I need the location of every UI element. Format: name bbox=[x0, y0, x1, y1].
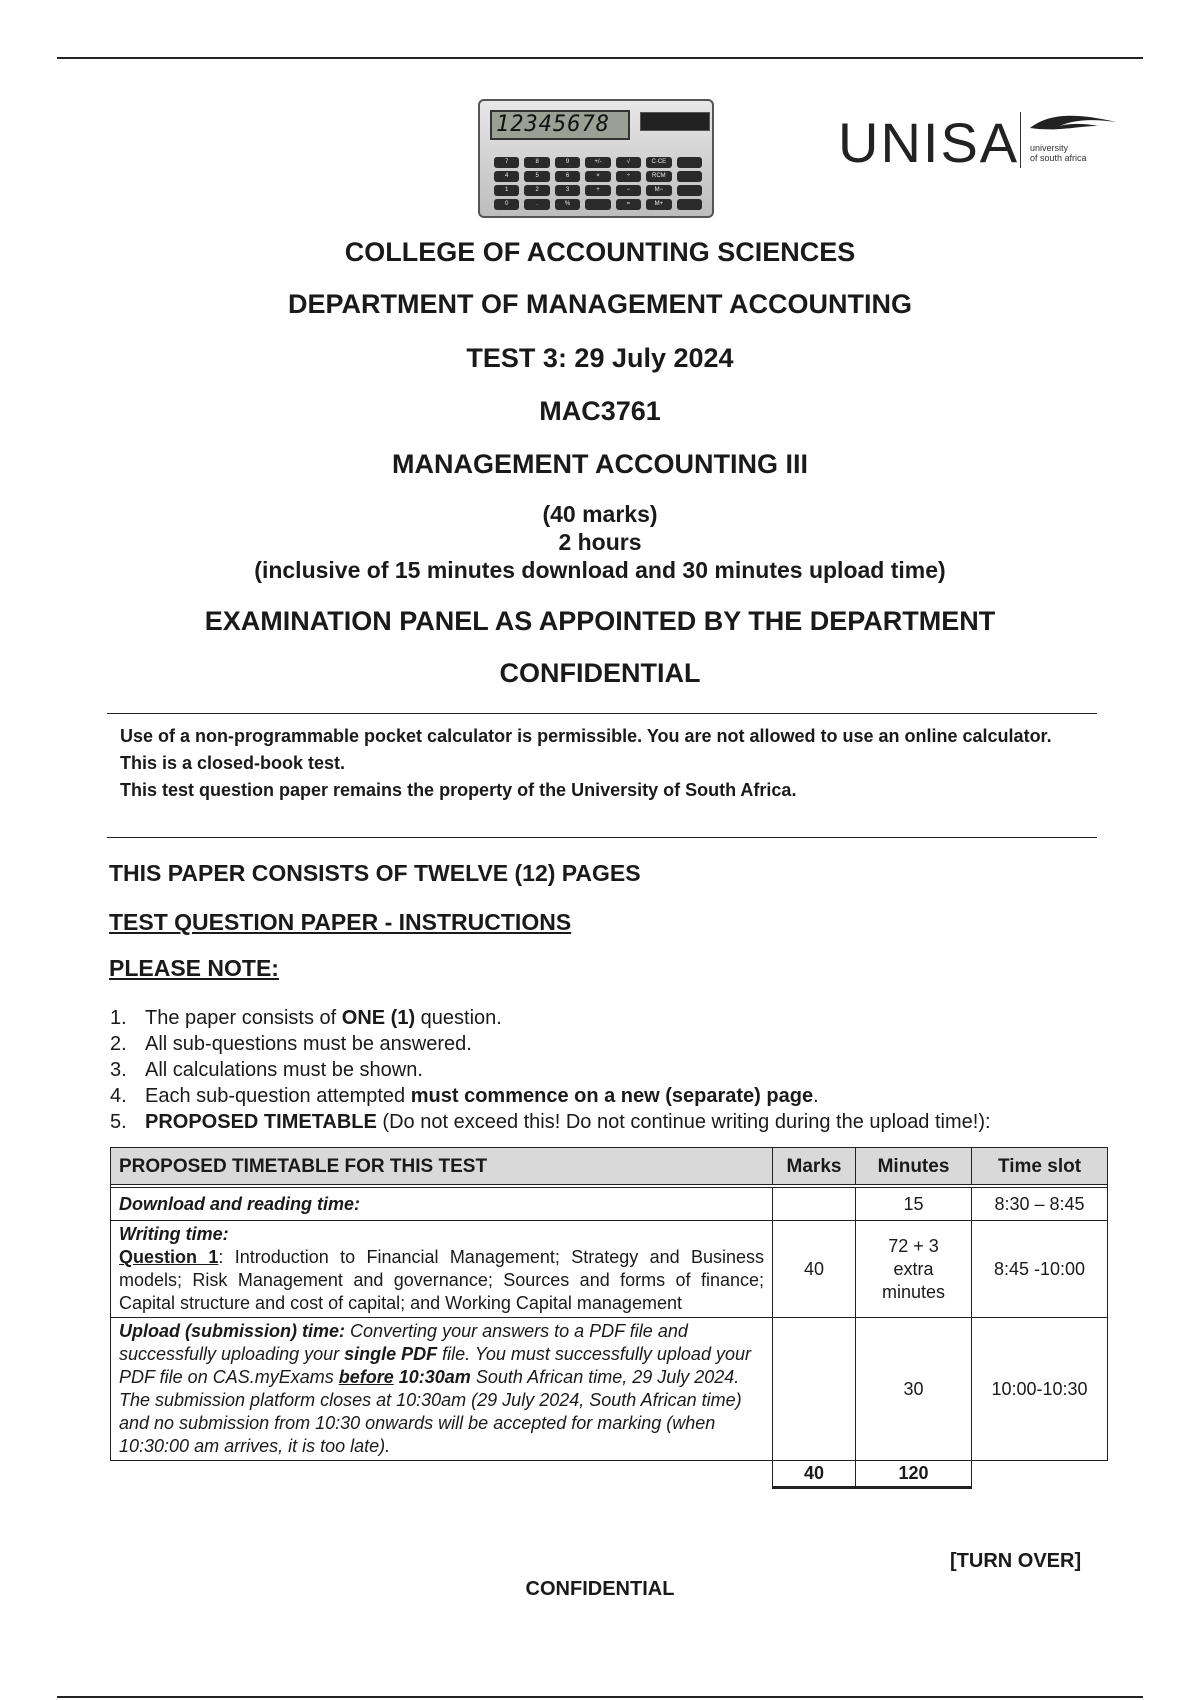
writing-minutes: 72 + 3 extra minutes bbox=[856, 1221, 972, 1318]
calculator-key: % bbox=[555, 199, 580, 210]
download-label: Download and reading time: bbox=[119, 1193, 361, 1214]
upload-row bbox=[111, 1318, 1108, 1461]
page-count: THIS PAPER CONSISTS OF TWELVE (12) PAGES bbox=[109, 860, 641, 886]
calculator-notice: Use of a non-programmable pocket calculator is permissible. You are not allowed to use an online calculator. bbox=[120, 726, 1052, 746]
top-rule bbox=[57, 57, 1143, 59]
calculator-key: ÷ bbox=[616, 171, 641, 182]
writing-description: : Introduction to Financial Management; Strategy and Business models; Risk Management and governance; Sources and forms of finance; Capital structure and cost of capital; and Working Capital management bbox=[119, 1247, 764, 1313]
bottom-rule bbox=[57, 1696, 1143, 1698]
department-title: DEPARTMENT OF MANAGEMENT ACCOUNTING bbox=[288, 289, 912, 319]
duration-note: (inclusive of 15 minutes download and 30 minutes upload time) bbox=[254, 557, 946, 583]
calculator-solar-panel bbox=[640, 112, 710, 131]
upload-slot: 10:00-10:30 bbox=[972, 1318, 1108, 1461]
turn-over: [TURN OVER] bbox=[950, 1550, 1082, 1572]
calculator-key: 6 bbox=[555, 171, 580, 182]
calculator-key: RCM bbox=[646, 171, 671, 182]
instruction-list bbox=[110, 1005, 991, 1135]
calculator-key: 3 bbox=[555, 185, 580, 196]
total-minutes-cell: 120 bbox=[856, 1461, 972, 1488]
calculator-key: − bbox=[616, 185, 641, 196]
college-title: COLLEGE OF ACCOUNTING SCIENCES bbox=[344, 237, 856, 267]
notice-top-rule bbox=[107, 713, 1097, 714]
confidential-footer: CONFIDENTIAL bbox=[525, 1578, 675, 1600]
notice-box bbox=[120, 724, 1090, 805]
calculator-key bbox=[677, 157, 702, 168]
calculator-key bbox=[677, 199, 702, 210]
upload-description: Upload (submission) time: Converting your answers to a PDF file and successfully uploading your single PDF file. You must successfully upload your PDF file on CAS.myExams before 10:30am South African time, 29 July 2024. The submission platform closes at 10:30am (29 July 2024, South African time) and no submission from 10:30 onwards will be accepted for marking (when 10:30:00 am arrives, it is too late). bbox=[111, 1318, 773, 1461]
calculator-key: 5 bbox=[524, 171, 549, 182]
calculator-key: 9 bbox=[555, 157, 580, 168]
calculator-key bbox=[677, 185, 702, 196]
calculator-key: 2 bbox=[524, 185, 549, 196]
download-minutes: 15 bbox=[856, 1188, 972, 1221]
test-title: TEST 3: 29 July 2024 bbox=[466, 343, 734, 373]
calculator-key: √ bbox=[616, 157, 641, 168]
instruction-item: 4. Each sub-question attempted must commence on a new (separate) page. bbox=[110, 1085, 819, 1107]
calculator-key: 0 bbox=[494, 199, 519, 210]
download-row bbox=[111, 1188, 1108, 1221]
instruction-item: 5. PROPOSED TIMETABLE (Do not exceed this! Do not continue writing during the upload time!): bbox=[110, 1111, 991, 1133]
upload-marks bbox=[773, 1318, 856, 1461]
writing-row bbox=[111, 1221, 1108, 1318]
time-slot-header: Time slot bbox=[972, 1148, 1108, 1185]
calculator-key: 8 bbox=[524, 157, 549, 168]
calculator-key: × bbox=[585, 171, 610, 182]
calculator-key: 7 bbox=[494, 157, 519, 168]
calculator-key: + bbox=[585, 185, 610, 196]
module-code: MAC3761 bbox=[539, 396, 661, 426]
notice-bottom-rule bbox=[107, 837, 1097, 838]
instruction-item: 1. The paper consists of ONE (1) question. bbox=[110, 1007, 502, 1029]
confidential-heading: CONFIDENTIAL bbox=[499, 658, 701, 688]
calculator-key bbox=[585, 199, 610, 210]
calculator-key: C·CE bbox=[646, 157, 671, 168]
logo-bird-icon bbox=[1028, 110, 1118, 140]
closed-book-notice: This is a closed-book test. bbox=[120, 753, 346, 773]
duration: 2 hours bbox=[558, 529, 642, 555]
logo-divider bbox=[1020, 112, 1021, 168]
calculator-key: 4 bbox=[494, 171, 519, 182]
calculator-key: M+ bbox=[646, 199, 671, 210]
instruction-item: 3. All calculations must be shown. bbox=[110, 1059, 423, 1081]
module-name: MANAGEMENT ACCOUNTING III bbox=[392, 449, 808, 479]
calculator-key: M− bbox=[646, 185, 671, 196]
calculator-keypad bbox=[494, 157, 702, 210]
totals-row bbox=[111, 1461, 1108, 1488]
minutes-header: Minutes bbox=[856, 1148, 972, 1185]
timetable-header-row bbox=[111, 1148, 1108, 1185]
examination-panel: EXAMINATION PANEL AS APPOINTED BY THE DEPARTMENT bbox=[204, 606, 996, 636]
calculator-image bbox=[478, 99, 714, 218]
total-marks-cell: 40 bbox=[773, 1461, 856, 1488]
calculator-key bbox=[677, 171, 702, 182]
writing-label: Writing time: bbox=[119, 1224, 229, 1244]
calculator-key: = bbox=[616, 199, 641, 210]
upload-minutes: 30 bbox=[856, 1318, 972, 1461]
calculator-key: . bbox=[524, 199, 549, 210]
logo-subtitle: university of south africa bbox=[1030, 143, 1087, 163]
total-marks: (40 marks) bbox=[542, 501, 658, 527]
calculator-key: 1 bbox=[494, 185, 519, 196]
timetable bbox=[110, 1147, 1108, 1489]
please-note-heading: PLEASE NOTE: bbox=[109, 955, 279, 981]
instruction-item: 2. All sub-questions must be answered. bbox=[110, 1033, 472, 1055]
calculator-display: 12345678 bbox=[490, 110, 630, 140]
question-label: Question 1 bbox=[119, 1247, 219, 1267]
logo-wordmark: UNISA bbox=[838, 111, 1020, 174]
calculator-key: +/- bbox=[585, 157, 610, 168]
instructions-heading: TEST QUESTION PAPER - INSTRUCTIONS bbox=[109, 909, 572, 935]
download-marks bbox=[773, 1188, 856, 1221]
unisa-logo bbox=[838, 108, 1118, 178]
property-notice: This test question paper remains the property of the University of South Africa. bbox=[120, 780, 797, 800]
writing-marks: 40 bbox=[773, 1221, 856, 1318]
marks-header: Marks bbox=[773, 1148, 856, 1185]
timetable-title: PROPOSED TIMETABLE FOR THIS TEST bbox=[111, 1148, 773, 1185]
writing-slot: 8:45 -10:00 bbox=[972, 1221, 1108, 1318]
download-slot: 8:30 – 8:45 bbox=[972, 1188, 1108, 1221]
